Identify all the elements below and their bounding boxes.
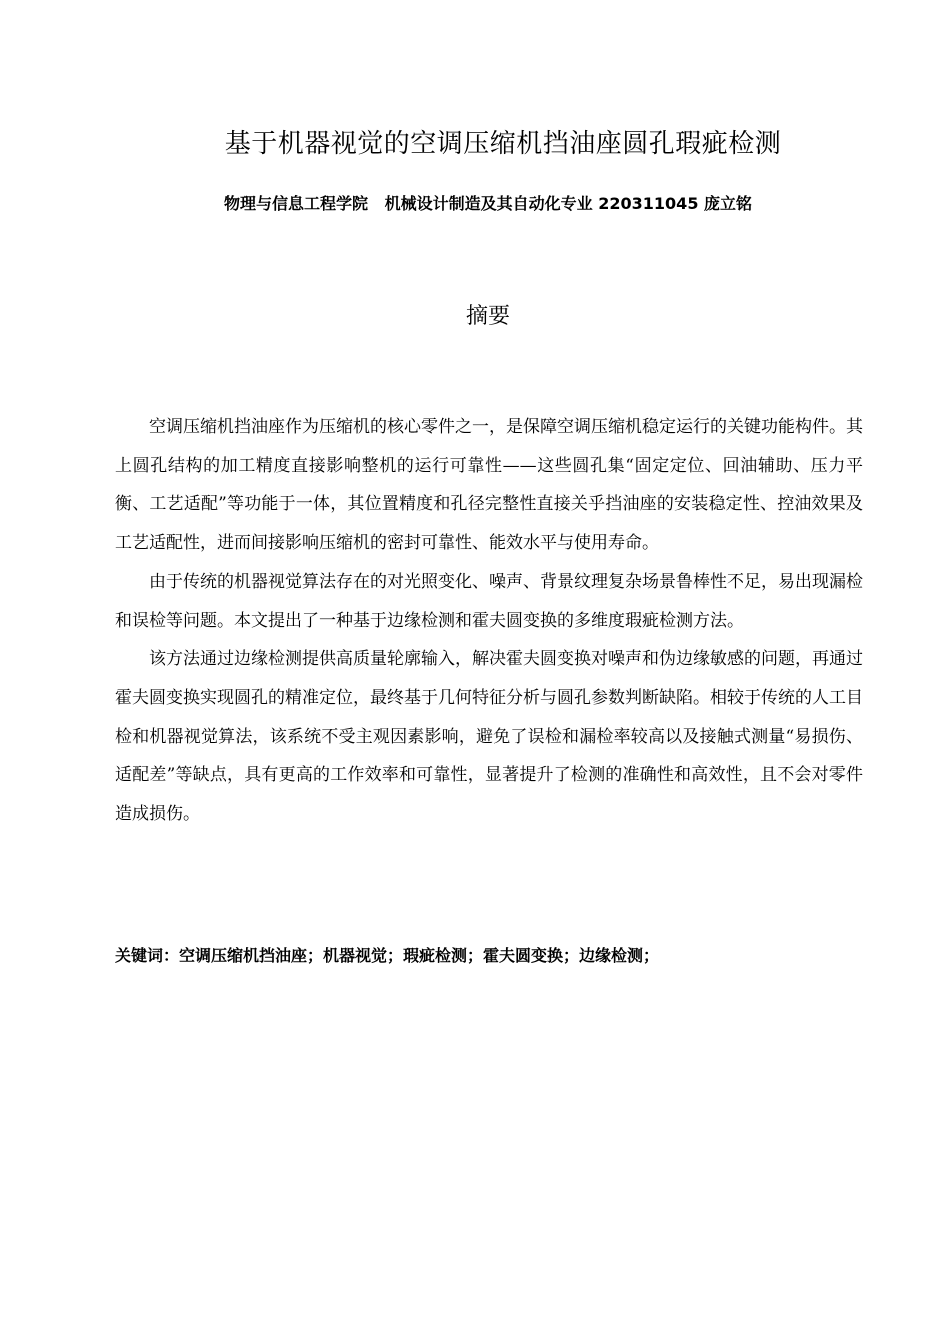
author-affiliation: 物理与信息工程学院 机械设计制造及其自动化专业 220311045 庞立铭 <box>223 194 753 213</box>
abstract-body <box>115 408 863 834</box>
abstract-paragraph: 由于传统的机器视觉算法存在的对光照变化、噪声、背景纹理复杂场景鲁棒性不足，易出现漏检和误检等问题。本文提出了一种基于边缘检测和霍夫圆变换的多维度瑕疵检测方法。 <box>115 571 863 631</box>
paper-title: 基于机器视觉的空调压缩机挡油座圆孔瑕疵检测 <box>224 129 782 159</box>
keywords-line: 关键词：空调压缩机挡油座；机器视觉；瑕疵检测；霍夫圆变换；边缘检测； <box>115 946 660 965</box>
abstract-paragraph: 该方法通过边缘检测提供高质量轮廓输入，解决霍夫圆变换对噪声和伪边缘敏感的问题，再通过霍夫圆变换实现圆孔的精准定位，最终基于几何特征分析与圆孔参数判断缺陷。相较于传统的人工目检和机器视觉算法，该系统不受主观因素影响，避免了误检和漏检率较高以及接触式测量“易损伤、适配差”等缺点，具有更高的工作效率和可靠性，显著提升了检测的准确性和高效性，且不会对零件造成损伤。 <box>115 649 863 825</box>
abstract-paragraph: 空调压缩机挡油座作为压缩机的核心零件之一，是保障空调压缩机稳定运行的关键功能构件。其上圆孔结构的加工精度直接影响整机的运行可靠性——这些圆孔集“固定定位、回油辅助、压力平衡、工艺适配”等功能于一体，其位置精度和孔径完整性直接关乎挡油座的安装稳定性、控油效果及工艺适配性，进而间接影响压缩机的密封可靠性、能效水平与使用寿命。 <box>115 417 863 554</box>
abstract-heading: 摘要 <box>465 304 510 329</box>
